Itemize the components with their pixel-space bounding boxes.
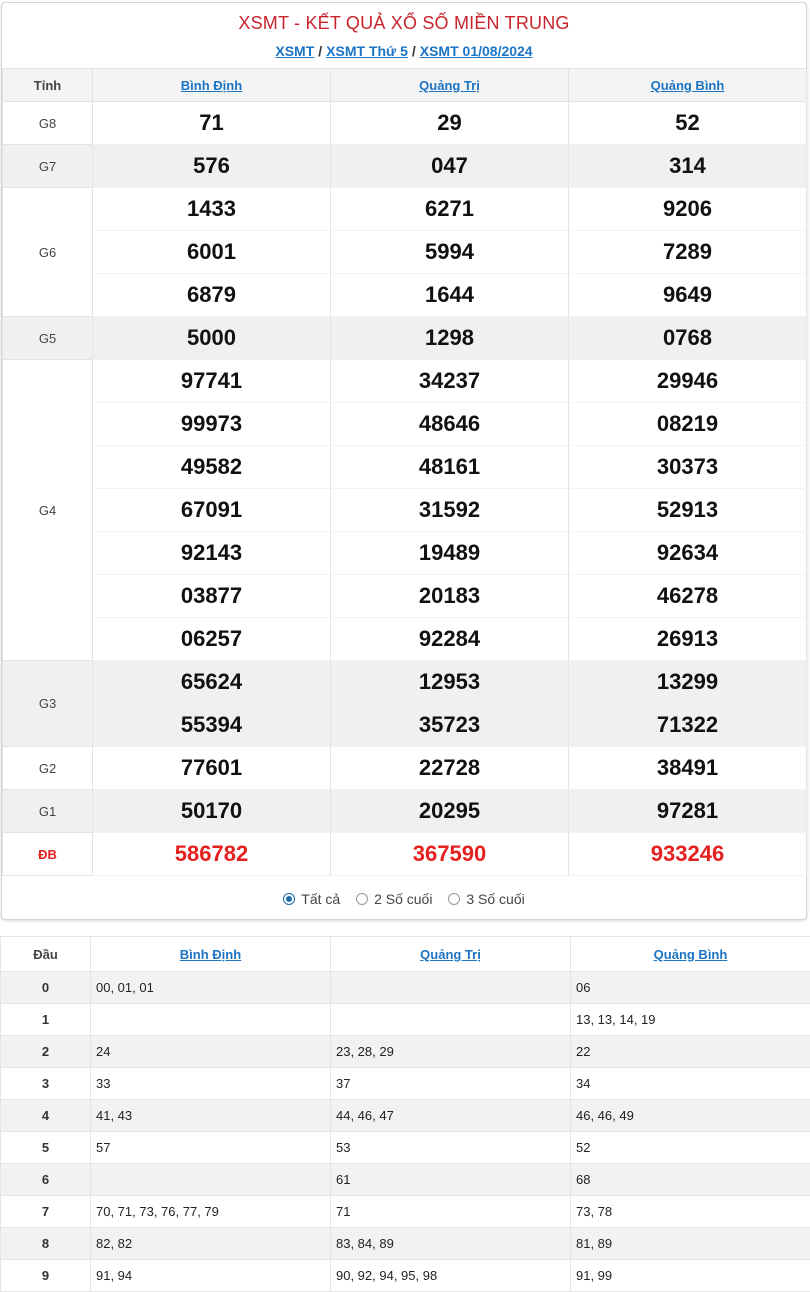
prize-number: 7289 [569,231,807,274]
filter-last-2[interactable] [356,891,432,907]
province-link-quang-binh[interactable]: Quảng Bình [651,78,725,93]
prize-number: 71322 [569,704,807,747]
head-values: 82, 82 [91,1228,331,1260]
heads-table [0,936,810,1292]
results-card [1,2,807,920]
digit-filter [2,891,806,908]
head-row [1,1132,810,1164]
prize-number: 92284 [331,618,569,661]
filter-last-3[interactable] [448,891,524,907]
prize-number: 5994 [331,231,569,274]
head-values: 23, 28, 29 [331,1036,571,1068]
prize-number: 92634 [569,532,807,575]
heads-body [1,972,810,1292]
head-values: 46, 46, 49 [571,1100,810,1132]
heads-link-quang-binh[interactable]: Quảng Bình [654,947,728,962]
prize-label: G7 [3,145,93,188]
province-label-header: Tỉnh [3,69,93,102]
prize-row [3,188,807,231]
head-digit: 6 [1,1164,91,1196]
prize-number: 29 [331,102,569,145]
head-values: 13, 13, 14, 19 [571,1004,810,1036]
prize-row [3,661,807,704]
prize-number: 71 [93,102,331,145]
prize-number: 65624 [93,661,331,704]
head-values: 83, 84, 89 [331,1228,571,1260]
prize-label: G6 [3,188,93,317]
prize-label: G4 [3,360,93,661]
head-values: 90, 92, 94, 95, 98 [331,1260,571,1292]
prize-number: 97281 [569,790,807,833]
prize-number: 26913 [569,618,807,661]
prize-label: G5 [3,317,93,360]
prize-row [3,446,807,489]
head-values: 73, 78 [571,1196,810,1228]
breadcrumb-xsmt-thu5[interactable]: XSMT Thứ 5 [326,43,408,59]
head-values: 91, 99 [571,1260,810,1292]
filter-last-3-label: 3 Số cuối [466,891,524,907]
prize-number: 047 [331,145,569,188]
head-values: 41, 43 [91,1100,331,1132]
prize-label: G2 [3,747,93,790]
prize-number: 31592 [331,489,569,532]
province-link-quang-tri[interactable]: Quảng Trị [419,78,480,93]
prize-row [3,489,807,532]
prize-row [3,403,807,446]
head-digit: 2 [1,1036,91,1068]
prize-row [3,102,807,145]
prize-number: 30373 [569,446,807,489]
head-values: 53 [331,1132,571,1164]
prize-number: 6001 [93,231,331,274]
head-row [1,1196,810,1228]
head-row [1,1260,810,1292]
heads-header-quang-binh [571,937,810,972]
prize-number: 55394 [93,704,331,747]
results-body [3,102,807,876]
head-digit: 1 [1,1004,91,1036]
prize-number: 20183 [331,575,569,618]
prize-row [3,790,807,833]
head-digit: 7 [1,1196,91,1228]
prize-row [3,704,807,747]
breadcrumb-separator: / [314,43,326,59]
breadcrumb-separator: / [408,43,420,59]
head-values: 06 [571,972,810,1004]
prize-number: 50170 [93,790,331,833]
prize-number: 67091 [93,489,331,532]
prize-number: 38491 [569,747,807,790]
prize-number: 29946 [569,360,807,403]
prize-number: 52913 [569,489,807,532]
results-table [2,68,807,876]
prize-number: 933246 [569,833,807,876]
head-values: 52 [571,1132,810,1164]
head-digit: 8 [1,1228,91,1260]
filter-all-label: Tất cả [301,891,340,907]
head-values: 22 [571,1036,810,1068]
prize-number: 97741 [93,360,331,403]
head-values: 68 [571,1164,810,1196]
head-values: 33 [91,1068,331,1100]
head-digit: 0 [1,972,91,1004]
head-values: 00, 01, 01 [91,972,331,1004]
head-values [331,972,571,1004]
prize-number: 22728 [331,747,569,790]
head-values: 34 [571,1068,810,1100]
head-row [1,1036,810,1068]
prize-number: 9206 [569,188,807,231]
prize-label: G1 [3,790,93,833]
prize-number: 19489 [331,532,569,575]
head-row [1,1228,810,1260]
head-row [1,1068,810,1100]
prize-label: G3 [3,661,93,747]
prize-number: 9649 [569,274,807,317]
prize-row [3,145,807,188]
prize-row [3,317,807,360]
prize-number: 6271 [331,188,569,231]
prize-row [3,747,807,790]
head-values [91,1004,331,1036]
head-values: 24 [91,1036,331,1068]
prize-row [3,360,807,403]
prize-number: 48161 [331,446,569,489]
head-row [1,1164,810,1196]
breadcrumb-xsmt[interactable]: XSMT [275,43,314,59]
prize-number: 77601 [93,747,331,790]
head-values: 57 [91,1132,331,1164]
prize-row [3,532,807,575]
prize-row [3,618,807,661]
prize-number: 1644 [331,274,569,317]
head-digit: 3 [1,1068,91,1100]
prize-number: 5000 [93,317,331,360]
prize-number: 03877 [93,575,331,618]
head-values: 61 [331,1164,571,1196]
head-row [1,1100,810,1132]
prize-number: 586782 [93,833,331,876]
head-values: 91, 94 [91,1260,331,1292]
prize-number: 20295 [331,790,569,833]
prize-number: 0768 [569,317,807,360]
radio-selected-icon[interactable] [283,893,295,905]
head-row [1,972,810,1004]
head-values: 70, 71, 73, 76, 77, 79 [91,1196,331,1228]
prize-row [3,833,807,876]
province-header-binh-dinh [93,69,331,102]
prize-number: 13299 [569,661,807,704]
prize-row [3,231,807,274]
head-values [91,1164,331,1196]
head-values: 37 [331,1068,571,1100]
radio-icon[interactable] [356,893,368,905]
prize-number: 314 [569,145,807,188]
prize-number: 49582 [93,446,331,489]
prize-number: 92143 [93,532,331,575]
prize-number: 52 [569,102,807,145]
prize-number: 46278 [569,575,807,618]
prize-number: 06257 [93,618,331,661]
page-title: XSMT - KẾT QUẢ XỔ SỐ MIỀN TRUNG [2,13,806,34]
head-row [1,1004,810,1036]
radio-icon[interactable] [448,893,460,905]
head-digit: 9 [1,1260,91,1292]
prize-number: 12953 [331,661,569,704]
prize-number: 99973 [93,403,331,446]
heads-link-quang-tri[interactable]: Quảng Trị [420,947,481,962]
province-header-quang-binh [569,69,807,102]
prize-number: 367590 [331,833,569,876]
head-digit: 4 [1,1100,91,1132]
breadcrumb [2,43,806,59]
prize-row [3,575,807,618]
prize-number: 6879 [93,274,331,317]
filter-last-2-label: 2 Số cuối [374,891,432,907]
heads-link-binh-dinh[interactable]: Bình Định [180,947,241,962]
head-values [331,1004,571,1036]
province-header-quang-tri [331,69,569,102]
prize-number: 08219 [569,403,807,446]
prize-label: G8 [3,102,93,145]
prize-number: 34237 [331,360,569,403]
head-values: 44, 46, 47 [331,1100,571,1132]
head-values: 81, 89 [571,1228,810,1260]
breadcrumb-xsmt-date[interactable]: XSMT 01/08/2024 [420,43,533,59]
heads-header-quang-tri [331,937,571,972]
province-link-binh-dinh[interactable]: Bình Định [181,78,242,93]
prize-number: 1298 [331,317,569,360]
filter-all[interactable] [283,891,340,907]
prize-number: 576 [93,145,331,188]
prize-number: 48646 [331,403,569,446]
prize-label: ĐB [3,833,93,876]
head-values: 71 [331,1196,571,1228]
head-digit-header: Đầu [1,937,91,972]
prize-number: 35723 [331,704,569,747]
prize-row [3,274,807,317]
heads-header-binh-dinh [91,937,331,972]
head-digit: 5 [1,1132,91,1164]
prize-number: 1433 [93,188,331,231]
